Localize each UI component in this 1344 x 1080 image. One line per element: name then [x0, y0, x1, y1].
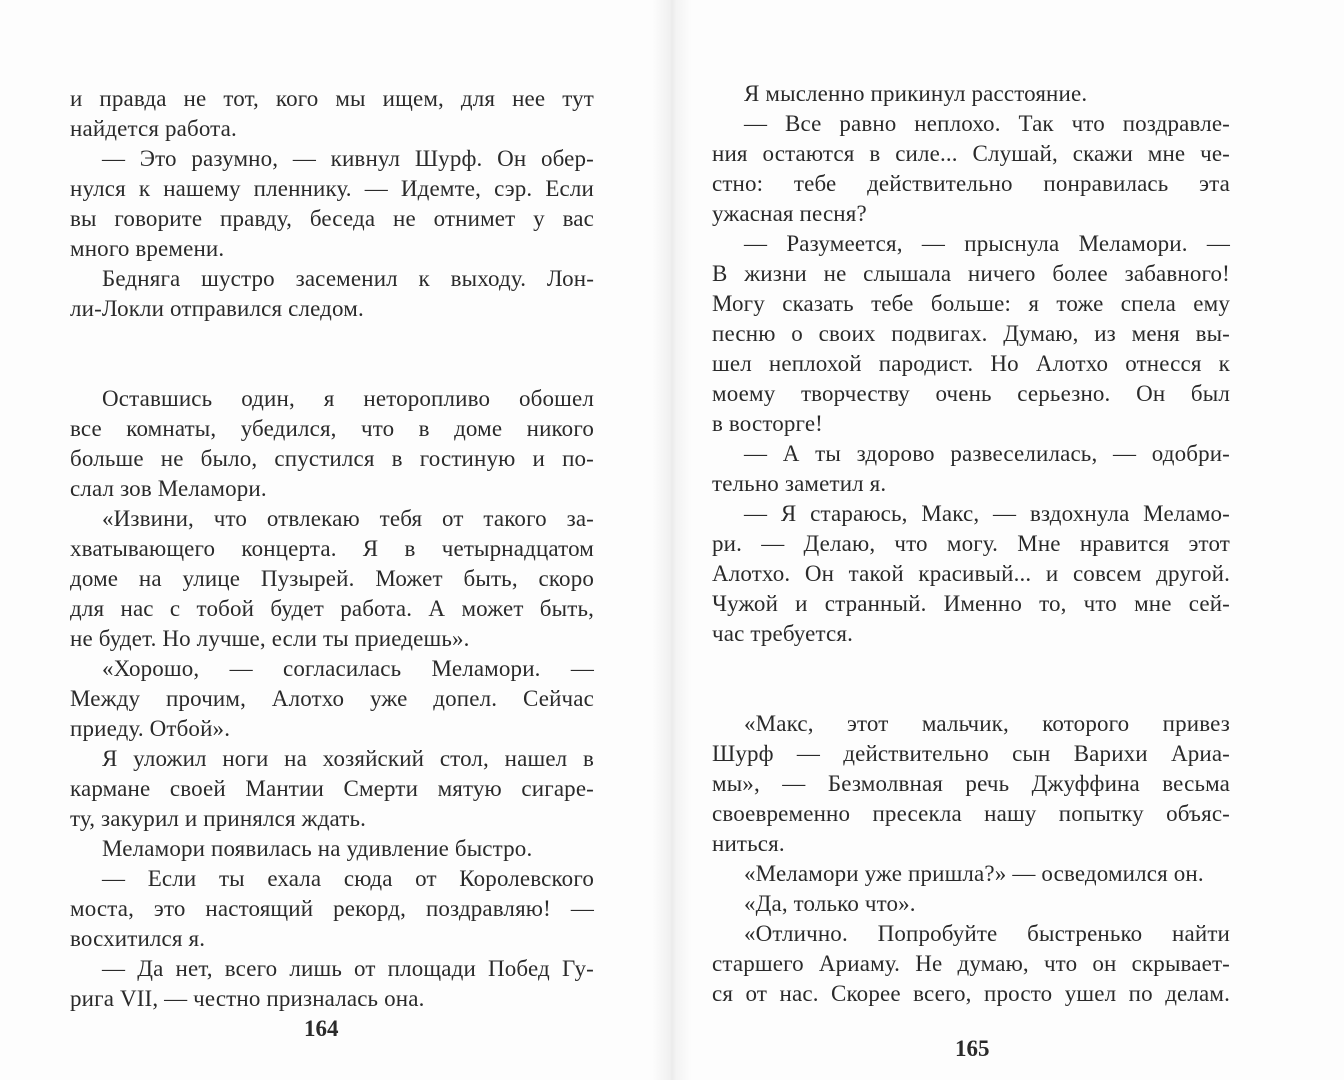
text-line: Меламори появилась на удивление быстро.	[102, 836, 533, 861]
text-line: Могу сказать тебе больше: я тоже спела ему	[712, 291, 1230, 316]
section-break	[712, 649, 1230, 709]
text-line: — Я стараюсь, Макс, — вздохнула Меламо-	[744, 501, 1230, 526]
left-page	[0, 0, 660, 1080]
text-line: кармане своей Мантии Смерти мятую сигаре-	[70, 776, 594, 801]
text-line: — Все равно неплохо. Так что поздравле-	[744, 111, 1230, 136]
text-line: приеду. Отбой».	[70, 716, 231, 741]
text-line: много времени.	[70, 236, 225, 261]
text-line: ния остаются в силе... Слушай, скажи мне че-	[712, 141, 1230, 166]
left-page-number: 164	[304, 1016, 339, 1041]
right-page	[680, 0, 1344, 1080]
text-line: мы», — Безмолвная речь Джуффина весьма	[712, 771, 1230, 796]
text-line: — А ты здорово развеселилась, — одобри-	[744, 441, 1230, 466]
text-line: вы говорите правду, беседа не отнимет у вас	[70, 206, 594, 231]
text-line: ниться.	[712, 831, 785, 856]
text-line: не будет. Но лучше, если ты приедешь».	[70, 626, 470, 651]
text-line: ся от нас. Скорее всего, просто ушел по делам.	[712, 981, 1230, 1006]
text-line: все комнаты, убедился, что в доме никого	[70, 416, 594, 441]
text-line: моста, это настоящий рекорд, поздравляю! —	[70, 896, 594, 921]
text-line: час требуется.	[712, 621, 853, 646]
text-line: больше не было, спустился в гостиную и по-	[70, 446, 594, 471]
text-line: для нас с тобой будет работа. А может быть,	[70, 596, 594, 621]
text-line: Алотхо. Он такой красивый... и совсем другой.	[712, 561, 1230, 586]
text-line: восхитился я.	[70, 926, 206, 951]
text-line: — Разумеется, — прыснула Меламори. —	[744, 231, 1230, 256]
text-line: Чужой и странный. Именно то, что мне сей-	[712, 591, 1230, 616]
right-page-text	[712, 79, 1230, 1009]
text-line: в восторге!	[712, 411, 823, 436]
text-line: своевременно пресекла нашу попытку объяс-	[712, 801, 1230, 826]
text-line: доме на улице Пузырей. Может быть, скоро	[70, 566, 594, 591]
text-line: Оставшись один, я неторопливо обошел	[102, 386, 594, 411]
text-line: Я мысленно прикинул расстояние.	[744, 81, 1088, 106]
text-line: и правда не тот, кого мы ищем, для нее тут	[70, 86, 594, 111]
text-line: «Отлично. Попробуйте быстренько найти	[744, 921, 1230, 946]
text-line: ри. — Делаю, что могу. Мне нравится этот	[712, 531, 1230, 556]
text-line: «Меламори уже пришла?» — осведомился он.	[744, 861, 1204, 886]
text-line: — Да нет, всего лишь от площади Побед Гу-	[102, 956, 594, 981]
text-line: ту, закурил и принялся ждать.	[70, 806, 367, 831]
text-line: моему творчеству очень серьезно. Он был	[712, 381, 1230, 406]
text-line: В жизни не слышала ничего более забавного!	[712, 261, 1230, 286]
left-page-text	[70, 84, 594, 1014]
text-line: тельно заметил я.	[712, 471, 887, 496]
text-line: Между прочим, Алотхо уже допел. Сейчас	[70, 686, 594, 711]
text-line: «Да, только что».	[744, 891, 916, 916]
text-line: ли-Локли отправился следом.	[70, 296, 364, 321]
text-line: стно: тебе действительно понравилась эта	[712, 171, 1230, 196]
text-line: хватывающего концерта. Я в четырнадцатом	[70, 536, 594, 561]
text-line: Бедняга шустро засеменил к выходу. Лон-	[102, 266, 594, 291]
text-line: «Хорошо, — согласилась Меламори. —	[102, 656, 594, 681]
text-line: старшего Ариаму. Не думаю, что он скрывает-	[712, 951, 1230, 976]
text-line: — Если ты ехала сюда от Королевского	[102, 866, 594, 891]
text-line: Шурф — действительно сын Варихи Ариа-	[712, 741, 1230, 766]
text-line: «Макс, этот мальчик, которого привез	[744, 711, 1230, 736]
right-page-number: 165	[955, 1036, 990, 1061]
text-line: ужасная песня?	[712, 201, 867, 226]
text-line: «Извини, что отвлекаю тебя от такого за-	[102, 506, 594, 531]
text-line: рига VII, — честно призналась она.	[70, 986, 425, 1011]
text-line: Я уложил ноги на хозяйский стол, нашел в	[102, 746, 594, 771]
text-line: найдется работа.	[70, 116, 237, 141]
text-line: — Это разумно, — кивнул Шурф. Он обер-	[102, 146, 594, 171]
text-line: шел неплохой пародист. Но Алотхо отнесся к	[712, 351, 1230, 376]
text-line: слал зов Меламори.	[70, 476, 267, 501]
section-break	[70, 324, 594, 384]
text-line: нулся к нашему пленнику. — Идемте, сэр. Если	[70, 176, 594, 201]
text-line: песню о своих подвигах. Думаю, из меня вы-	[712, 321, 1230, 346]
